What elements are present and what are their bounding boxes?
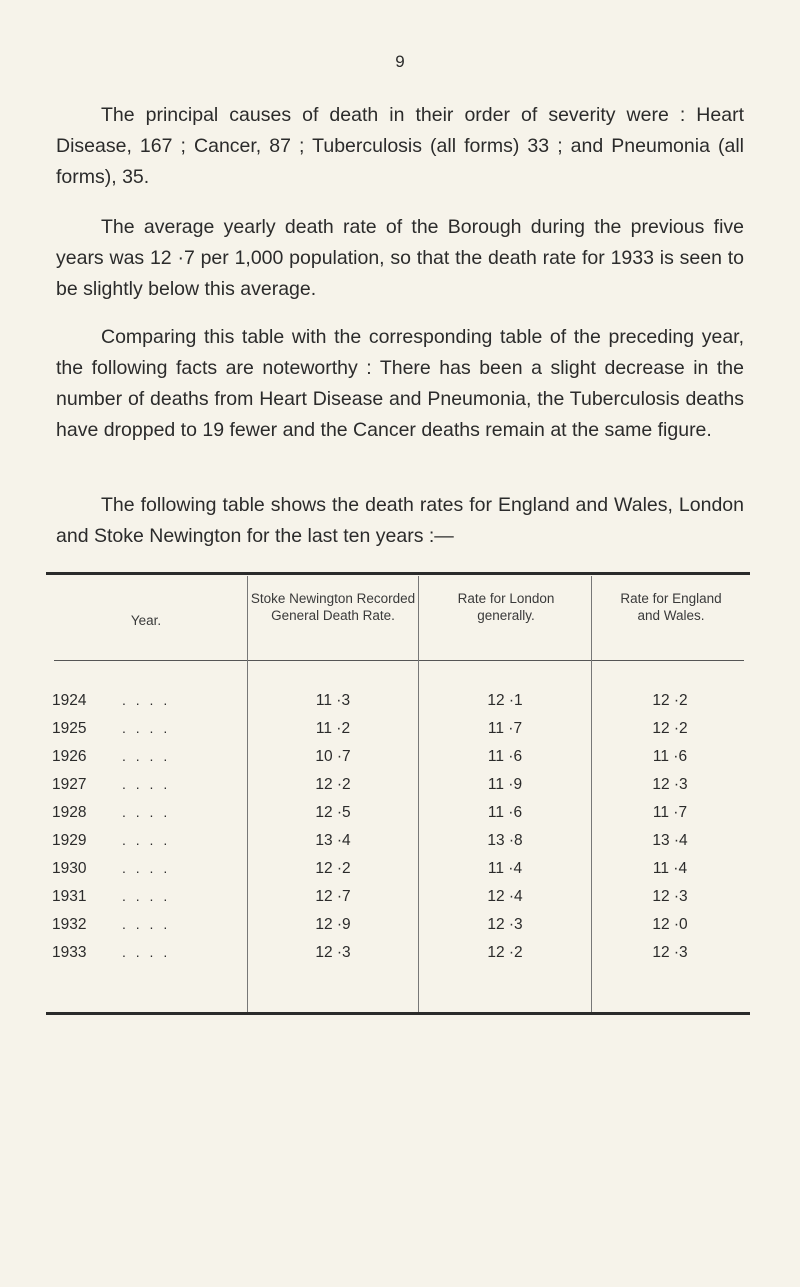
header-year: Year. bbox=[130, 613, 162, 628]
england-rate-cell: 12 ·2 bbox=[652, 692, 688, 709]
stoke-rate-cell: 12 ·3 bbox=[315, 944, 351, 961]
table-row bbox=[46, 888, 750, 916]
london-rate-cell: 11 ·6 bbox=[487, 804, 523, 821]
year-cell: 1929 bbox=[52, 832, 87, 849]
leader-dots: . . . . bbox=[122, 804, 171, 820]
table-row bbox=[46, 776, 750, 804]
table-top-rule bbox=[46, 572, 750, 575]
leader-dots: . . . . bbox=[122, 748, 171, 764]
stoke-rate-cell: 12 ·2 bbox=[315, 860, 351, 877]
table-row bbox=[46, 720, 750, 748]
leader-dots: . . . . bbox=[122, 832, 171, 848]
paragraph-comparison bbox=[56, 322, 744, 446]
england-rate-cell: 12 ·3 bbox=[652, 944, 688, 961]
table-row bbox=[46, 692, 750, 720]
stoke-rate-cell: 11 ·2 bbox=[315, 720, 351, 737]
london-rate-cell: 12 ·2 bbox=[487, 944, 523, 961]
london-rate-cell: 11 ·9 bbox=[487, 776, 523, 793]
leader-dots: . . . . bbox=[122, 944, 171, 960]
header-england-wales: Rate for England and Wales. bbox=[620, 591, 722, 623]
stoke-rate-cell: 10 ·7 bbox=[315, 748, 351, 765]
table-row bbox=[46, 916, 750, 944]
year-cell: 1925 bbox=[52, 720, 87, 737]
london-rate-cell: 12 ·1 bbox=[487, 692, 523, 709]
leader-dots: . . . . bbox=[122, 692, 171, 708]
london-rate-cell: 12 ·3 bbox=[487, 916, 523, 933]
table-row bbox=[46, 804, 750, 832]
stoke-rate-cell: 12 ·7 bbox=[315, 888, 351, 905]
table-row bbox=[46, 860, 750, 888]
year-cell: 1932 bbox=[52, 916, 87, 933]
london-rate-cell: 11 ·6 bbox=[487, 748, 523, 765]
london-rate-cell: 12 ·4 bbox=[487, 888, 523, 905]
london-rate-cell: 11 ·7 bbox=[487, 720, 523, 737]
year-cell: 1933 bbox=[52, 944, 87, 961]
england-rate-cell: 11 ·7 bbox=[652, 804, 688, 821]
table-row bbox=[46, 748, 750, 776]
england-rate-cell: 13 ·4 bbox=[652, 832, 688, 849]
stoke-rate-cell: 13 ·4 bbox=[315, 832, 351, 849]
year-cell: 1927 bbox=[52, 776, 87, 793]
header-london: Rate for London generally. bbox=[457, 591, 555, 623]
table-row bbox=[46, 944, 750, 972]
leader-dots: . . . . bbox=[122, 776, 171, 792]
table-header-rule bbox=[54, 660, 744, 661]
leader-dots: . . . . bbox=[122, 720, 171, 736]
england-rate-cell: 12 ·0 bbox=[652, 916, 688, 933]
stoke-rate-cell: 12 ·9 bbox=[315, 916, 351, 933]
table-row bbox=[46, 832, 750, 860]
page-number: 9 bbox=[395, 52, 405, 71]
stoke-rate-cell: 12 ·2 bbox=[315, 776, 351, 793]
year-cell: 1924 bbox=[52, 692, 87, 709]
paragraph-table-intro-text: The following table shows the death rates for England and Wales, London and Stoke Newington for the last ten years :— bbox=[56, 494, 744, 547]
paragraph-causes-of-death bbox=[56, 100, 744, 193]
london-rate-cell: 13 ·8 bbox=[487, 832, 523, 849]
year-cell: 1926 bbox=[52, 748, 87, 765]
year-cell: 1931 bbox=[52, 888, 87, 905]
leader-dots: . . . . bbox=[122, 860, 171, 876]
death-rates-table bbox=[46, 568, 750, 1018]
header-stoke-newington: Stoke Newington Recorded General Death Rate. bbox=[250, 591, 416, 623]
paragraph-average-text: The average yearly death rate of the Borough during the previous five years was 12 ·7 per 1,000 population, so that the death rate for 1933 is seen to be slightly below this average. bbox=[56, 216, 744, 300]
leader-dots: . . . . bbox=[122, 916, 171, 932]
paragraph-comparison-text: Comparing this table with the corresponding table of the preceding year, the following facts are noteworthy : There has been a slight decrease in the number of deaths from Heart Disease and Pneumonia, the Tuberculosis deaths have dropped to 19 fewer and the Cancer deaths remain at the same figure. bbox=[56, 326, 744, 441]
paragraph-table-intro bbox=[56, 490, 744, 552]
leader-dots: . . . . bbox=[122, 888, 171, 904]
england-rate-cell: 11 ·4 bbox=[652, 860, 688, 877]
year-cell: 1928 bbox=[52, 804, 87, 821]
london-rate-cell: 11 ·4 bbox=[487, 860, 523, 877]
england-rate-cell: 12 ·3 bbox=[652, 888, 688, 905]
paragraph-average-death-rate bbox=[56, 212, 744, 305]
stoke-rate-cell: 12 ·5 bbox=[315, 804, 351, 821]
england-rate-cell: 12 ·3 bbox=[652, 776, 688, 793]
england-rate-cell: 11 ·6 bbox=[652, 748, 688, 765]
england-rate-cell: 12 ·2 bbox=[652, 720, 688, 737]
paragraph-causes-text: The principal causes of death in their order of severity were : Heart Disease, 167 ; Cancer, 87 ; Tuberculosis (all forms) 33 ; and Pneumonia (all forms), 35. bbox=[56, 104, 744, 188]
year-cell: 1930 bbox=[52, 860, 87, 877]
stoke-rate-cell: 11 ·3 bbox=[315, 692, 351, 709]
table-bottom-rule bbox=[46, 1012, 750, 1015]
